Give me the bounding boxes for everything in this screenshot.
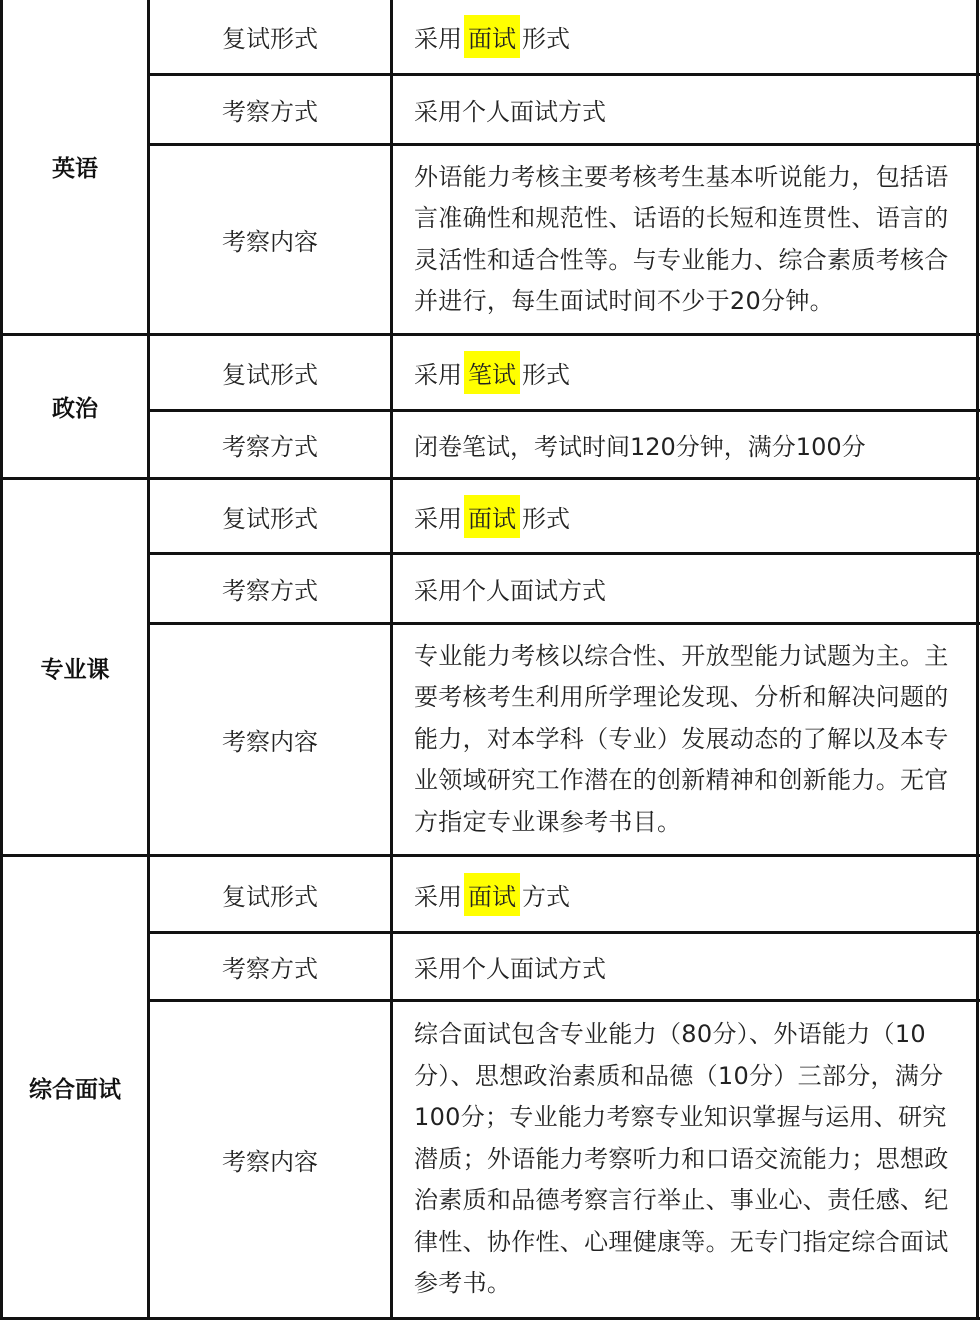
highlighted-keyword: 面试 [464,15,520,58]
highlighted-keyword: 面试 [464,873,520,916]
row-type-label: 考察内容 [222,1148,318,1176]
section-label-politics: 政治 [52,396,98,422]
row-type-label: 考察内容 [222,228,318,256]
row-type-label: 考察方式 [222,955,318,983]
row-type-label: 考察内容 [222,728,318,756]
row-content [393,480,965,552]
row-type-label: 考察方式 [222,577,318,605]
content-paragraph: 综合面试包含专业能力（80分）、外语能力（10分）、思想政治素质和品德（10分）三部分，满分100分；专业能力考察专业知识掌握与运用、研究潜质；外语能力考察听力和口语交流能力；思想政治素质和品德考察言行举止、事业心、责任感、纪律性、协作性、心理健康等。无专门指定综合面试参考书。 [414,1020,949,1298]
row-content [393,857,965,931]
row-content [393,1002,965,1317]
row-content [393,0,965,73]
content-suffix: 形式 [522,361,570,389]
content-paragraph: 专业能力考核以综合性、开放型能力试题为主。主要考核考生利用所学理论发现、分析和解决问题的能力，对本学科（专业）发展动态的了解以及本专业领域研究工作潜在的创新精神和创新能力。无官方指定专业课参考书目。 [414,641,949,836]
row-type-label: 考察方式 [222,98,318,126]
content-text: 采用个人面试方式 [414,577,606,605]
row-content [393,412,965,477]
table-border-right [976,0,979,1320]
row-content [393,76,965,143]
row-type-label: 复试形式 [222,361,318,389]
row-type-label: 复试形式 [222,882,318,911]
row-type-label: 复试形式 [222,25,318,53]
row-content [393,336,965,409]
row-type-label: 复试形式 [222,504,318,533]
row-content [393,555,965,622]
section-label-major-course: 专业课 [40,656,110,683]
section-label-comprehensive-interview: 综合面试 [29,1076,121,1103]
content-text: 采用个人面试方式 [414,98,606,126]
row-content [393,625,965,854]
section-label-english: 英语 [52,156,98,182]
highlighted-keyword: 笔试 [464,351,520,394]
content-prefix: 采用 [414,504,462,533]
content-text: 采用个人面试方式 [414,955,606,983]
content-paragraph: 外语能力考核主要考核考生基本听说能力，包括语言准确性和规范性、话语的长短和连贯性、语言的灵活性和适合性等。与专业能力、综合素质考核合并进行，每生面试时间不少于20分钟。 [414,162,949,315]
row-content [393,934,965,999]
content-prefix: 采用 [414,25,462,53]
row-type-label: 考察方式 [222,433,318,461]
highlighted-keyword: 面试 [464,495,520,538]
content-suffix: 形式 [522,25,570,53]
content-text: 闭卷笔试，考试时间120分钟，满分100分 [414,433,866,461]
content-prefix: 采用 [414,882,462,911]
content-suffix: 形式 [522,504,570,533]
content-suffix: 方式 [522,882,570,911]
content-prefix: 采用 [414,361,462,389]
row-content [393,146,965,333]
